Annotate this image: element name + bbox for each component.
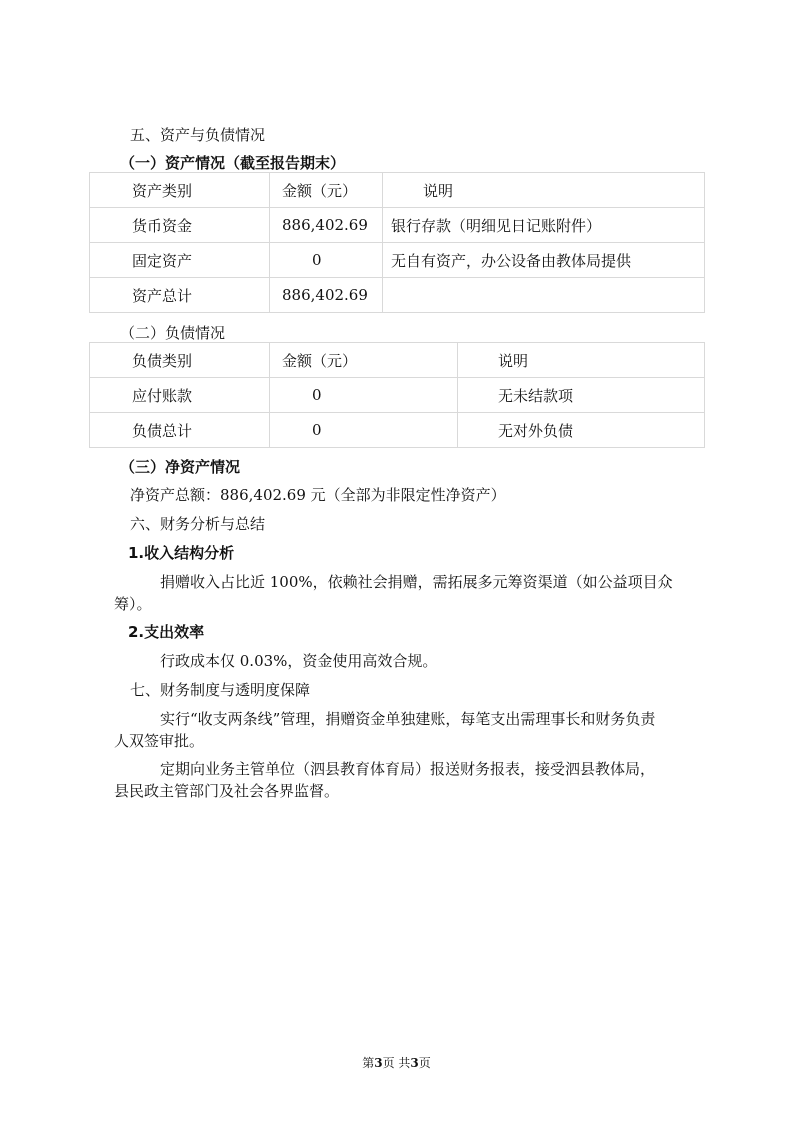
table-header-row bbox=[90, 173, 705, 208]
table-header-cell: 说明 bbox=[383, 173, 705, 208]
page-total: 3 bbox=[410, 1056, 419, 1070]
table-cell: 无未结款项 bbox=[458, 378, 705, 413]
table-row bbox=[90, 243, 705, 278]
income-analysis-line: 捐赠收入占比近 100%，依赖社会捐赠，需拓展多元筹资渠道（如公益项目众 bbox=[160, 573, 673, 591]
table-header-cell: 金额（元） bbox=[270, 173, 383, 208]
footer-text: 页 bbox=[418, 1056, 431, 1070]
table-header-cell: 负债类别 bbox=[90, 343, 270, 378]
expense-efficiency-heading: 2.支出效率 bbox=[128, 623, 205, 641]
assets-table bbox=[89, 172, 705, 313]
table-cell: 应付账款 bbox=[90, 378, 270, 413]
page-footer bbox=[0, 1054, 793, 1071]
assets-heading: （一）资产情况（截至报告期末） bbox=[120, 154, 346, 172]
table-row bbox=[90, 278, 705, 313]
table-cell bbox=[383, 278, 705, 313]
net-assets-text: 净资产总额：886,402.69 元（全部为非限定性净资产） bbox=[130, 486, 506, 504]
table-header-row bbox=[90, 343, 705, 378]
table-cell: 固定资产 bbox=[90, 243, 270, 278]
table-cell: 货币资金 bbox=[90, 208, 270, 243]
table-cell: 无对外负债 bbox=[458, 413, 705, 448]
paragraph-line: 人双签审批。 bbox=[114, 732, 205, 750]
table-cell: 无自有资产，办公设备由教体局提供 bbox=[383, 243, 705, 278]
table-cell: 资产总计 bbox=[90, 278, 270, 313]
liabilities-table bbox=[89, 342, 705, 448]
page-number: 3 bbox=[374, 1056, 383, 1070]
section-5-heading: 五、资产与负债情况 bbox=[130, 126, 266, 144]
section-7-heading: 七、财务制度与透明度保障 bbox=[130, 681, 311, 699]
table-row bbox=[90, 208, 705, 243]
net-assets-heading: （三）净资产情况 bbox=[120, 458, 241, 476]
table-cell: 0 bbox=[270, 378, 458, 413]
footer-text: 页 共 bbox=[382, 1056, 411, 1070]
table-header-cell: 金额（元） bbox=[270, 343, 458, 378]
table-cell: 0 bbox=[270, 413, 458, 448]
table-cell: 886,402.69 bbox=[270, 208, 383, 243]
paragraph-line: 县民政主管部门及社会各界监督。 bbox=[114, 782, 340, 800]
liabilities-heading: （二）负债情况 bbox=[120, 324, 226, 342]
table-cell: 银行存款（明细见日记账附件） bbox=[383, 208, 705, 243]
paragraph-line: 实行“收支两条线”管理，捐赠资金单独建账，每笔支出需理事长和财务负责 bbox=[160, 710, 656, 728]
table-row bbox=[90, 378, 705, 413]
table-cell: 0 bbox=[270, 243, 383, 278]
income-analysis-line: 筹）。 bbox=[114, 595, 152, 613]
section-6-heading: 六、财务分析与总结 bbox=[130, 515, 266, 533]
table-cell: 886,402.69 bbox=[270, 278, 383, 313]
table-header-cell: 资产类别 bbox=[90, 173, 270, 208]
table-cell: 负债总计 bbox=[90, 413, 270, 448]
paragraph-line: 定期向业务主管单位（泗县教育体育局）报送财务报表，接受泗县教体局， bbox=[160, 760, 656, 778]
table-row bbox=[90, 413, 705, 448]
income-analysis-heading: 1.收入结构分析 bbox=[128, 544, 235, 562]
footer-text: 第 bbox=[362, 1056, 375, 1070]
table-header-cell: 说明 bbox=[458, 343, 705, 378]
expense-efficiency-text: 行政成本仅 0.03%，资金使用高效合规。 bbox=[160, 652, 438, 670]
